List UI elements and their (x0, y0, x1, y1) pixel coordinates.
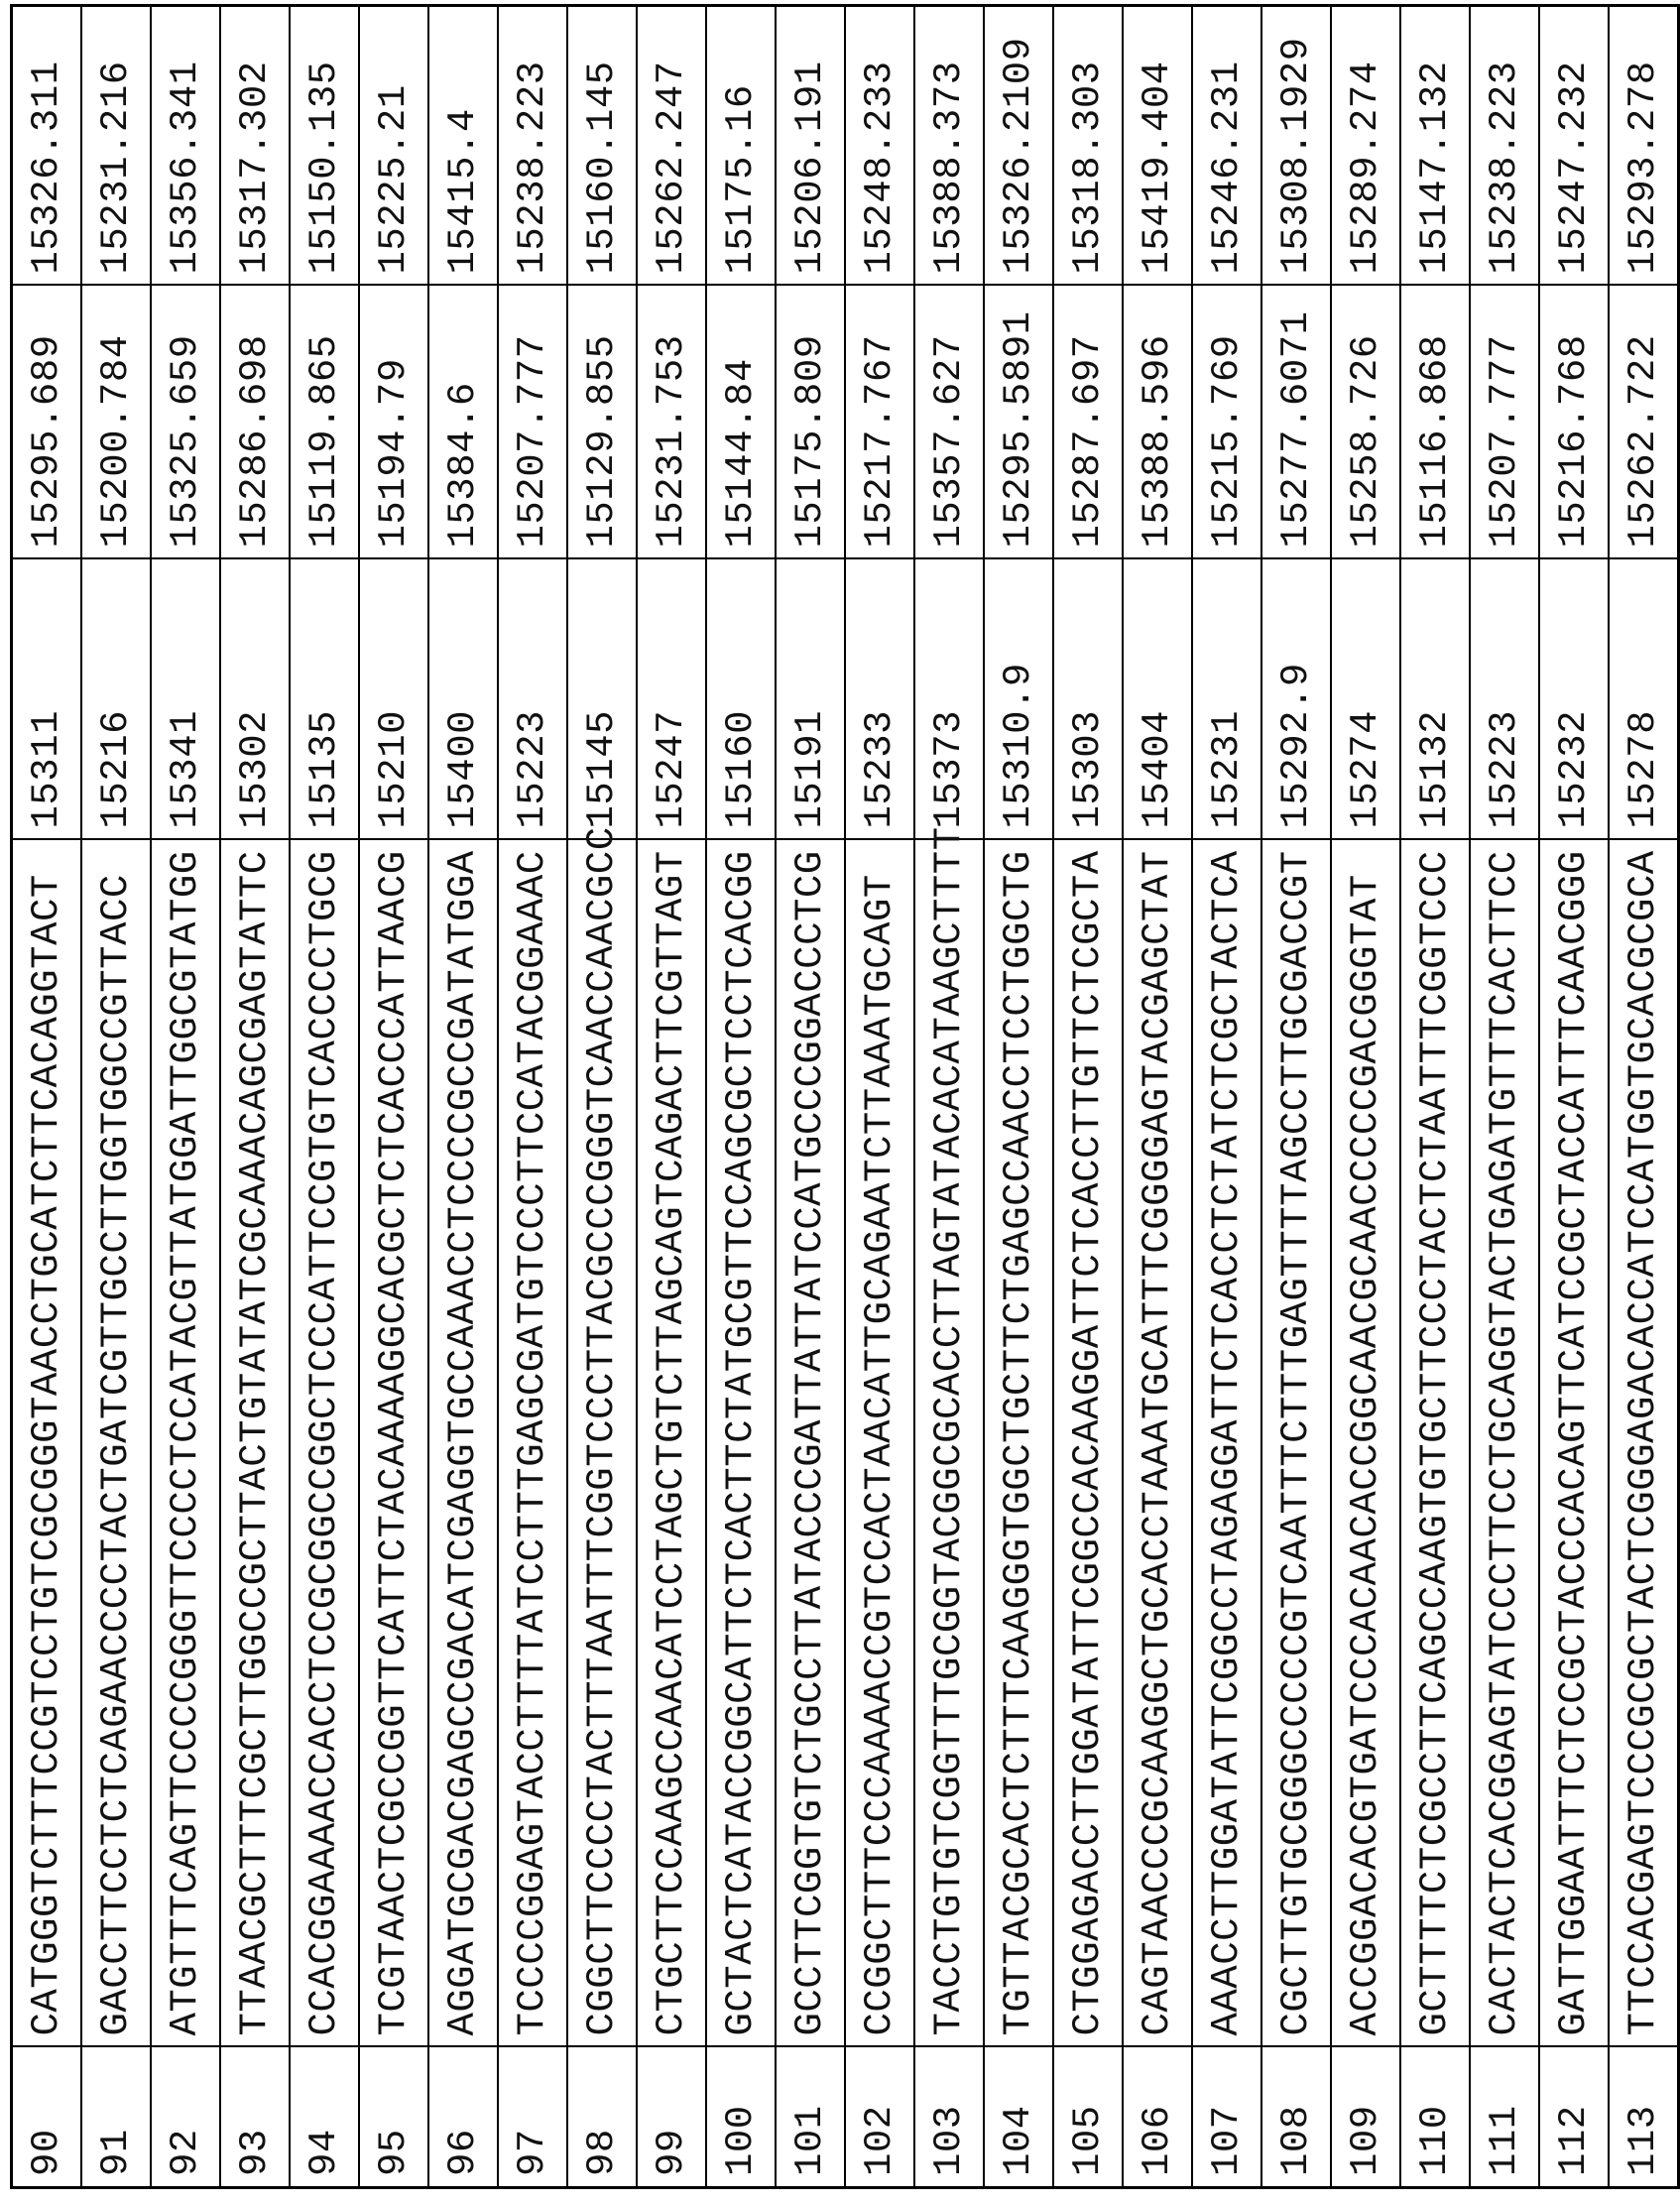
mass-lower-cell: 15286.698 (220, 286, 290, 559)
mass-lower-cell: 15116.868 (1400, 286, 1470, 559)
mass-cell: 15191 (776, 559, 845, 840)
row-number-cell: 100 (706, 2047, 776, 2188)
sequence-cell: GCCTTCGGTGTCTGCCTTATACCCGATTATTATCCATGCCCGGACCCTCG (776, 840, 845, 2047)
sequence-cell: AAACCTTGGATATTCGGCCTAGAGGATTCTCACCTCTATCTCGCTACTCA (1192, 840, 1261, 2047)
mass-cell: 15232 (1539, 559, 1609, 840)
sequence-cell: ATGTTTCAGTTCCCCGGGTTCCCCTCCATACGTTATGGATTGGCGTATGG (151, 840, 220, 2047)
row-number-cell: 111 (1470, 2047, 1539, 2188)
row-number-cell: 95 (359, 2047, 428, 2188)
sequence-cell: CCACGGAAAACCACCTCCGCGGCCGGCTCCCATTCCGTGTCACCCCTGCG (290, 840, 359, 2047)
table-row (1470, 6, 1539, 2188)
sequence-cell: CATGGGTCTTTCCGTCCTGTCGCGGGTAACCTGCATCTTCACAGGTACT (12, 840, 82, 2047)
mass-upper-cell: 15231.216 (81, 6, 151, 286)
sequence-cell: GACCTTCCTCTCAGAACCCCTACTGATCGTTGCCTTGGTGGCCGTTACC (81, 840, 151, 2047)
mass-lower-cell: 15129.855 (567, 286, 637, 559)
mass-lower-cell: 15388.596 (1123, 286, 1192, 559)
mass-upper-cell: 15262.247 (637, 6, 706, 286)
mass-cell: 15210 (359, 559, 428, 840)
mass-lower-cell: 15217.767 (845, 286, 914, 559)
mass-lower-cell: 15119.865 (290, 286, 359, 559)
sequence-cell: TGTTACGCACTCTTTCAAGGGTGGCTGCTTCTGAGCCAACCTCCTGGCTG (984, 840, 1053, 2047)
sequence-cell: CTGGAGACCTTGGATATTCGGCCACAAGGATTCTCACCTTGTTCTCGCTA (1053, 840, 1123, 2047)
mass-upper-cell: 15318.303 (1053, 6, 1123, 286)
table-row (428, 6, 498, 2188)
row-number-cell: 90 (12, 2047, 82, 2188)
mass-lower-cell: 15216.768 (1539, 286, 1609, 559)
mass-upper-cell: 15147.132 (1400, 6, 1470, 286)
row-number-cell: 108 (1261, 2047, 1331, 2188)
mass-upper-cell: 15206.191 (776, 6, 845, 286)
mass-cell: 15135 (290, 559, 359, 840)
row-number-cell: 99 (637, 2047, 706, 2188)
mass-upper-cell: 15356.341 (151, 6, 220, 286)
mass-lower-cell: 15258.726 (1331, 286, 1400, 559)
sequence-cell: CCGGCTTTCCCAAAACCGTCCACTAACATTGCAGAATCTTAAATGCAGT (845, 840, 914, 2047)
mass-cell: 15292.9 (1261, 559, 1331, 840)
mass-cell: 15145 (567, 559, 637, 840)
mass-cell: 15216 (81, 559, 151, 840)
table-row (1400, 6, 1470, 2188)
mass-cell: 15303 (1053, 559, 1123, 840)
row-number-cell: 92 (151, 2047, 220, 2188)
row-number-cell: 96 (428, 2047, 498, 2188)
row-number-cell: 112 (1539, 2047, 1609, 2188)
mass-upper-cell: 15238.223 (498, 6, 567, 286)
rotated-table-container (10, 7, 1639, 2189)
row-number-cell: 91 (81, 2047, 151, 2188)
table-row (1192, 6, 1261, 2188)
sequence-cell: TTCCACGAGTCCCGCGCTACTCGGGAGACACCATCCATGGTGCACGCGCA (1609, 840, 1679, 2047)
mass-lower-cell: 15175.809 (776, 286, 845, 559)
mass-upper-cell: 15388.373 (914, 6, 984, 286)
table-row (81, 6, 151, 2188)
table-row (498, 6, 567, 2188)
table-row (845, 6, 914, 2188)
row-number-cell: 113 (1609, 2047, 1679, 2188)
mass-cell: 15373 (914, 559, 984, 840)
mass-upper-cell: 15160.145 (567, 6, 637, 286)
sequence-cell: GCTTTTCTCGCCTTCAGCCAAGTGTGCTTCCCTACTCTAATTTCGGTCCC (1400, 840, 1470, 2047)
sequence-cell: ACCGGACACGTGATCCCACAACACCGGCAACGCAACCCCCGACGGGTAT (1331, 840, 1400, 2047)
mass-cell: 15247 (637, 559, 706, 840)
row-number-cell: 97 (498, 2047, 567, 2188)
mass-lower-cell: 15357.627 (914, 286, 984, 559)
table-row (914, 6, 984, 2188)
row-number-cell: 101 (776, 2047, 845, 2188)
sequence-cell: TCCCCGGAGTACCTTTTATCCTTTGAGCGATGTCCCTTCCATACGGAAAC (498, 840, 567, 2047)
mass-upper-cell: 15415.4 (428, 6, 498, 286)
mass-upper-cell: 15248.233 (845, 6, 914, 286)
mass-upper-cell: 15225.21 (359, 6, 428, 286)
mass-lower-cell: 15295.689 (12, 286, 82, 559)
mass-lower-cell: 15215.769 (1192, 286, 1261, 559)
table-row (220, 6, 290, 2188)
table-row (1261, 6, 1331, 2188)
sequence-cell: GATTGGAATTTCTCCGCTACCCACAGTTCATCCGCTACCATTTCAACGGG (1539, 840, 1609, 2047)
mass-cell: 15404 (1123, 559, 1192, 840)
row-number-cell: 98 (567, 2047, 637, 2188)
table-row (1539, 6, 1609, 2188)
mass-upper-cell: 15289.274 (1331, 6, 1400, 286)
mass-lower-cell: 15295.5891 (984, 286, 1053, 559)
mass-upper-cell: 15246.231 (1192, 6, 1261, 286)
sequence-cell: CTGCTTCCAAGCCAACATCCTAGCTGTCTTAGCAGTCAGACTTCGTTAGT (637, 840, 706, 2047)
table-row (359, 6, 428, 2188)
mass-cell: 15341 (151, 559, 220, 840)
table-row (776, 6, 845, 2188)
row-number-cell: 105 (1053, 2047, 1123, 2188)
mass-lower-cell: 15207.777 (498, 286, 567, 559)
table-row (1331, 6, 1400, 2188)
mass-lower-cell: 15207.777 (1470, 286, 1539, 559)
table-row (637, 6, 706, 2188)
table-row (567, 6, 637, 2188)
mass-cell: 15233 (845, 559, 914, 840)
mass-lower-cell: 15200.784 (81, 286, 151, 559)
table-row (706, 6, 776, 2188)
mass-upper-cell: 15308.1929 (1261, 6, 1331, 286)
sequence-cell: CACTACTCACGGAGTATCCCTTCCTGCAGGTACTGAGATGTTTCACTTCC (1470, 840, 1539, 2047)
sequence-cell: AGGATGCGACGAGCCGACATCGAGGTGCCAAACCTCCCCGCCGATATGGA (428, 840, 498, 2047)
mass-cell: 15311 (12, 559, 82, 840)
mass-upper-cell: 15150.135 (290, 6, 359, 286)
sequence-cell: TCGTAACTCGCCGGTTCATTCTACAAAAGGCACGCTCTCACCCATTAACG (359, 840, 428, 2047)
sequence-cell: TTAACGCTTTCGCTTGGCCGCTTACTGTATATCGCAAACAGCGAGTATTC (220, 840, 290, 2047)
table-row (151, 6, 220, 2188)
mass-cell: 15274 (1331, 559, 1400, 840)
sequence-cell: CAGTAACCCGCAAGGCTGCACCTAAATGCATTTCGGGGAGTACGAGCTAT (1123, 840, 1192, 2047)
row-number-cell: 109 (1331, 2047, 1400, 2188)
table-row (1123, 6, 1192, 2188)
mass-cell: 15310.9 (984, 559, 1053, 840)
row-number-cell: 106 (1123, 2047, 1192, 2188)
row-number-cell: 93 (220, 2047, 290, 2188)
mass-cell: 15302 (220, 559, 290, 840)
row-number-cell: 94 (290, 2047, 359, 2188)
mass-cell: 15400 (428, 559, 498, 840)
mass-upper-cell: 15326.311 (12, 6, 82, 286)
mass-lower-cell: 15277.6071 (1261, 286, 1331, 559)
table-row (12, 6, 82, 2188)
mass-upper-cell: 15247.232 (1539, 6, 1609, 286)
sequence-cell: CGCTTGTGCGGGCCCCCGTCAATTTCTTTGAGTTTTAGCCTTGCGACCGT (1261, 840, 1331, 2047)
row-number-cell: 104 (984, 2047, 1053, 2188)
row-number-cell: 110 (1400, 2047, 1470, 2188)
mass-upper-cell: 15419.404 (1123, 6, 1192, 286)
mass-lower-cell: 15262.722 (1609, 286, 1679, 559)
table-row (1053, 6, 1123, 2188)
mass-lower-cell: 15384.6 (428, 286, 498, 559)
mass-upper-cell: 15238.223 (1470, 6, 1539, 286)
mass-upper-cell: 15175.16 (706, 6, 776, 286)
table-row (984, 6, 1053, 2188)
mass-lower-cell: 15144.84 (706, 286, 776, 559)
sequence-table (10, 4, 1680, 2189)
mass-lower-cell: 15325.659 (151, 286, 220, 559)
mass-upper-cell: 15326.2109 (984, 6, 1053, 286)
mass-cell: 15231 (1192, 559, 1261, 840)
sequence-cell: TACCTGTGTCGGTTTGCGGTACGGCGCACCTTAGTATACACATAAGCTTTT (914, 840, 984, 2047)
mass-upper-cell: 15317.302 (220, 6, 290, 286)
table-body (12, 6, 1679, 2188)
mass-cell: 15223 (1470, 559, 1539, 840)
mass-cell: 15223 (498, 559, 567, 840)
mass-lower-cell: 15287.697 (1053, 286, 1123, 559)
row-number-cell: 103 (914, 2047, 984, 2188)
mass-cell: 15160 (706, 559, 776, 840)
mass-lower-cell: 15194.79 (359, 286, 428, 559)
mass-cell: 15132 (1400, 559, 1470, 840)
row-number-cell: 102 (845, 2047, 914, 2188)
mass-upper-cell: 15293.278 (1609, 6, 1679, 286)
mass-lower-cell: 15231.753 (637, 286, 706, 559)
table-row (290, 6, 359, 2188)
mass-cell: 15278 (1609, 559, 1679, 840)
sequence-cell: GCTACTCATACCGGCATTCTCACTTCTATGCGTTCCAGCGCTCCTCACGG (706, 840, 776, 2047)
row-number-cell: 107 (1192, 2047, 1261, 2188)
sequence-cell: CGGCTTCCCCTACTTTAATTTCGGTCCCTTACGCCCGGGTCAACCAACGCC (567, 840, 637, 2047)
table-row (1609, 6, 1679, 2188)
